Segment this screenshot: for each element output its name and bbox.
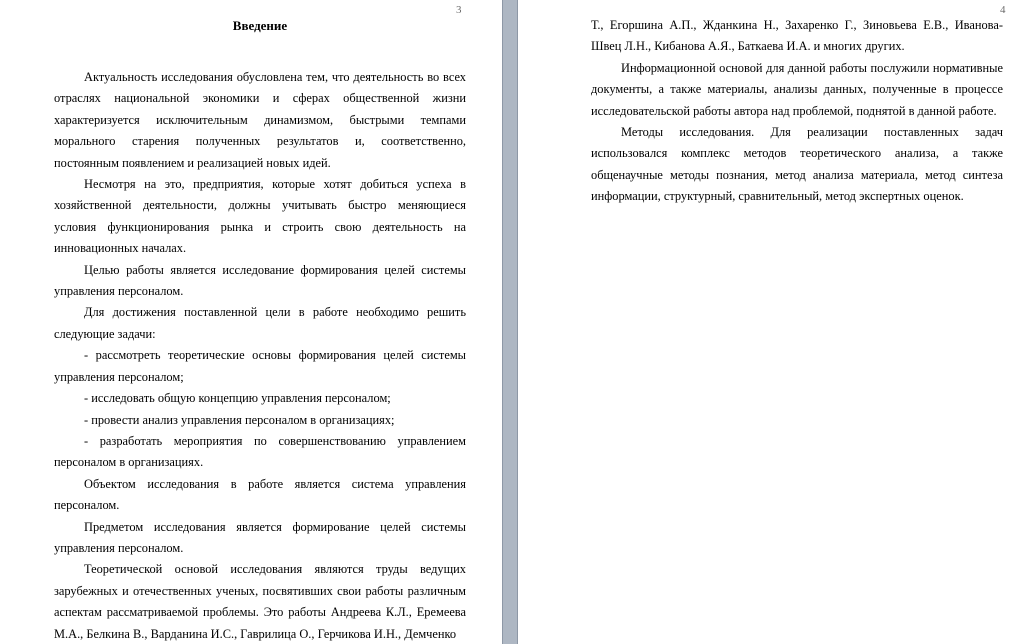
paragraph: Предметом исследования является формирование целей системы управления персоналом.	[54, 519, 466, 555]
paragraph: Для достижения поставленной цели в работе необходимо решить следующие задачи:	[54, 305, 466, 341]
paragraph: Объектом исследования в работе является система управления персоналом.	[54, 476, 466, 513]
paragraph: Несмотря на это, предприятия, которые хотят добиться успеха в хозяйственной деятельности, должны учитывать быстро меняющиеся условия функционирования рынка и строить свою деятельность на инновационных началах.	[54, 177, 466, 256]
page-gap-separator	[502, 0, 518, 644]
list-item: - разработать мероприятия по совершенствованию управлением персоналом в организациях.	[54, 433, 466, 470]
paragraph: Информационной основой для данной работы послужили нормативные документы, а также материалы, анализы данных, полученные в процессе исследовательской работы автора над проблемой, поднятой в данной работе.	[591, 60, 1003, 118]
list-item: - рассмотреть теоретические основы формирования целей системы управления персоналом;	[54, 348, 466, 384]
list-item: - провести анализ управления персоналом в организациях;	[84, 412, 395, 427]
paragraph: Целью работы является исследование формирования целей системы управления персоналом.	[54, 262, 466, 299]
paragraph: Т., Егоршина А.П., Жданкина Н., Захаренко Г., Зиновьева Е.В., Иванова-Швец Л.Н., Кибанова А.Я., Баткаева И.А. и многих других.	[591, 18, 1003, 54]
list-item: - исследовать общую концепцию управления персоналом;	[84, 391, 391, 406]
page-number: 3	[456, 4, 462, 16]
paragraph: Теоретической основой исследования являются труды ведущих зарубежных и отечественных ученых, посвятивших свои работы различным аспектам рассматриваемой проблемы. Это работы Андреева К.Л., Еремеева М.А., Белкина В., Варданина И.С., Гаврилица О., Герчикова И.Н., Демченко	[54, 562, 466, 641]
section-heading: Введение	[232, 18, 288, 33]
document-page-3[interactable]	[0, 0, 502, 644]
page-number: 4	[1000, 4, 1006, 16]
document-page-4[interactable]	[518, 0, 1024, 644]
page-body[interactable]	[54, 67, 466, 644]
paragraph: Методы исследования. Для реализации поставленных задач использовался комплекс методов теоретического анализа, а также общенаучные методы познания, метод анализа материала, метод синтеза информации, структурный, сравнительный, метод экспертных оценок.	[591, 125, 1003, 204]
page-body[interactable]	[591, 15, 1003, 208]
paragraph: Актуальность исследования обусловлена тем, что деятельность во всех отраслях национальной экономики и сферах общественной жизни характеризуется исключительным динамизмом, быстрыми темпами морального старения полученных результатов и, соответственно, постоянным появлением и реализацией новых идей.	[54, 70, 466, 170]
